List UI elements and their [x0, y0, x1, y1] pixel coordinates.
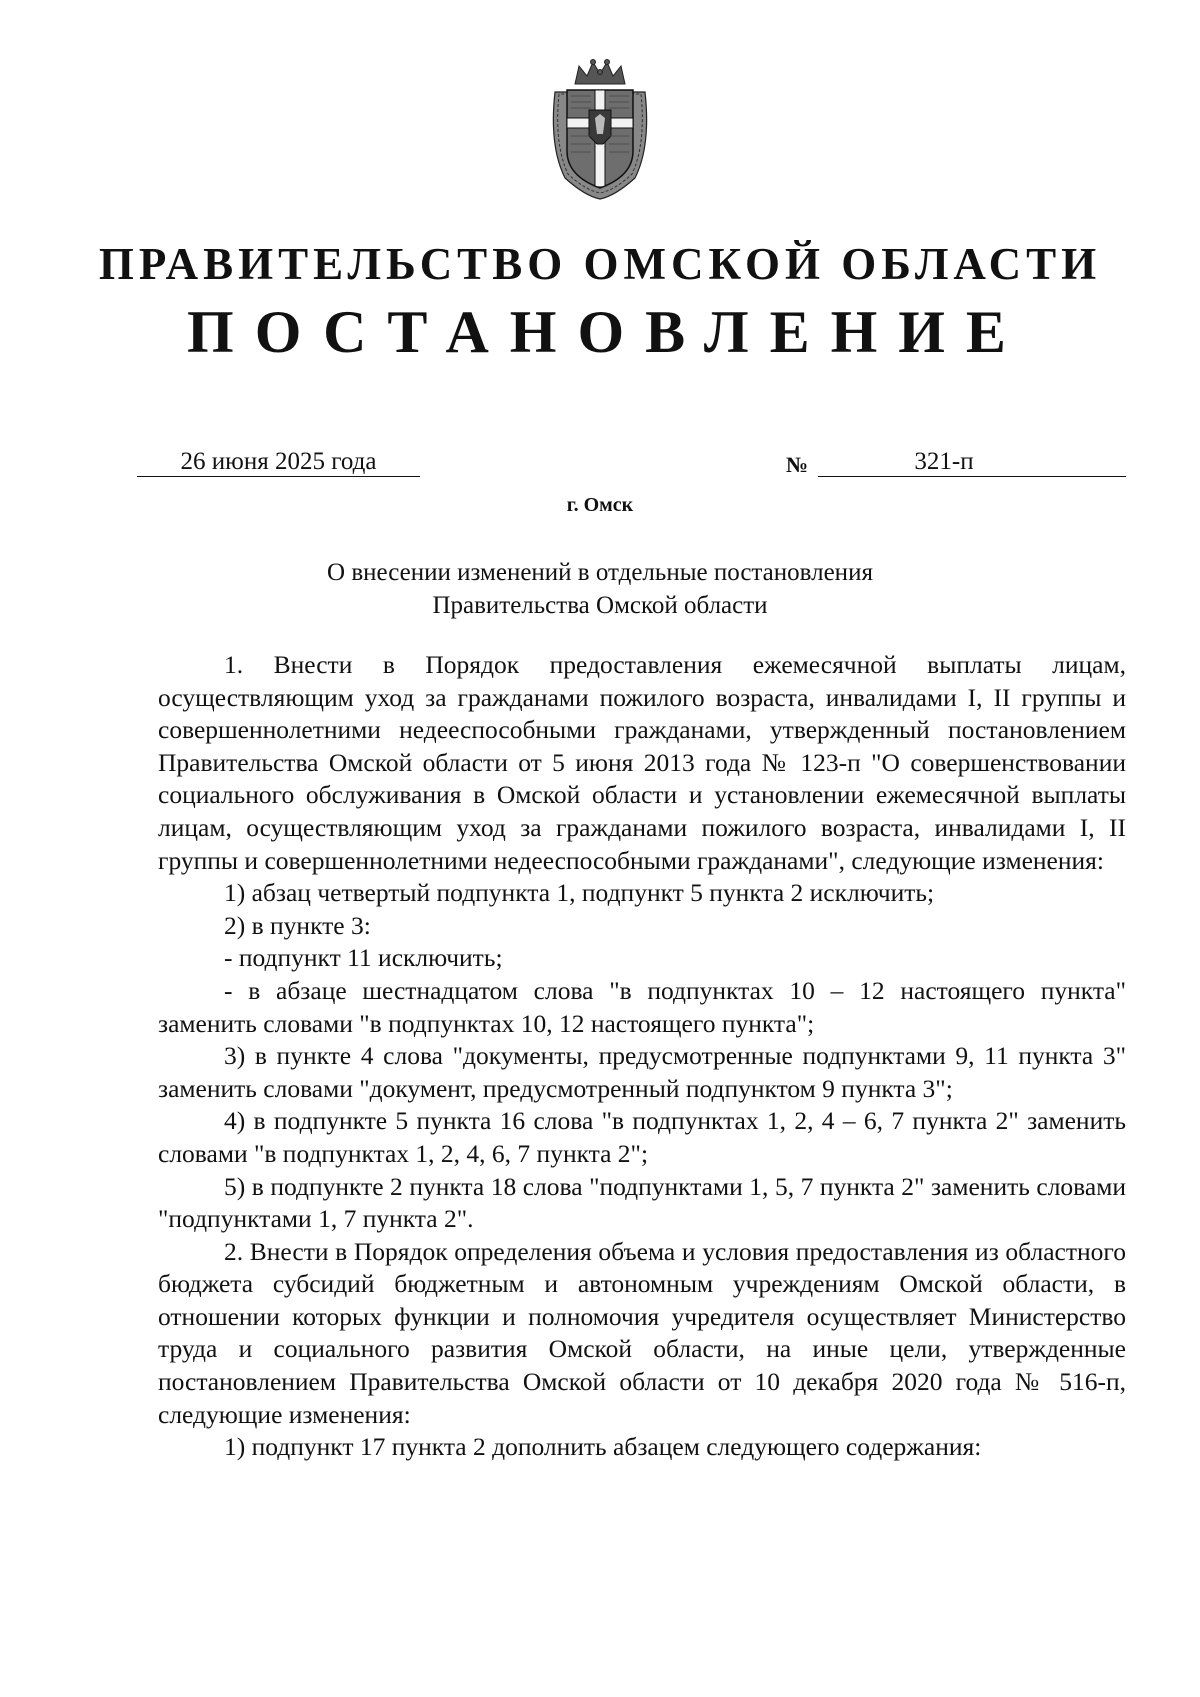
document-title: [200, 556, 1000, 622]
paragraph-10: 1) подпункт 17 пункта 2 дополнить абзацем следующего содержания:: [224, 1432, 982, 1462]
document-date: 26 июня 2025 года: [137, 448, 420, 477]
paragraph-6: 3) в пункте 4 слова "документы, предусмотренные подпунктами 9, 11 пункта 3" заменить словами "документ, предусмотренный подпунктом 9 пункта 3";: [158, 1041, 1126, 1103]
paragraph-1: 1. Внести в Порядок предоставления ежемесячной выплаты лицам, осуществляющим уход за гражданами пожилого возраста, инвалидами I, II группы и совершеннолетними недееспособными гражданами, утвержденный постановлением Правительства Омской области от 5 июня 2013 года № 123-п "О совершенствовании социального обслуживания в Омской области и установлении ежемесячной выплаты лицам, осуществляющим уход за гражданами пожилого возраста, инвалидами I, II группы и совершеннолетними недееспособными гражданами", следующие изменения:: [158, 650, 1126, 875]
title-line-2: Правительства Омской области: [432, 592, 768, 619]
paragraph-3: 2) в пункте 3:: [224, 910, 371, 940]
coat-of-arms-icon: [545, 56, 655, 201]
paragraph-5: - в абзаце шестнадцатом слова "в подпунктах 10 – 12 настоящего пункта" заменить словами "в подпунктах 10, 12 настоящего пункта";: [158, 975, 1126, 1038]
paragraph-2: 1) абзац четвертый подпункта 1, подпункт 5 пункта 2 исключить;: [224, 878, 935, 908]
title-line-1: О внесении изменений в отдельные постановления: [327, 559, 873, 586]
paragraph-4: - подпункт 11 исключить;: [224, 943, 503, 973]
issuing-authority: ПРАВИТЕЛЬСТВО ОМСКОЙ ОБЛАСТИ: [98, 239, 1102, 289]
city: г. Омск: [566, 494, 634, 516]
document-number: 321-п: [914, 448, 974, 475]
paragraph-8: 5) в подпункте 2 пункта 18 слова "подпунктами 1, 5, 7 пункта 2" заменить словами "подпунктами 1, 7 пункта 2".: [158, 1171, 1126, 1234]
document-body: [158, 649, 1126, 1464]
paragraph-9: 2. Внести в Порядок определения объема и условия предоставления из областного бюджета субсидий бюджетным и автономным учреждениям Омской области, в отношении которых функции и полномочия учредителя осуществляет Министерство труда и социального развития Омской области, на иные цели, утвержденные постановлением Правительства Омской области от 10 декабря 2020 года № 516-п, следующие изменения:: [158, 1236, 1126, 1429]
document-number-field: [818, 448, 1126, 477]
number-label: №: [786, 452, 809, 477]
paragraph-7: 4) в подпункте 5 пункта 16 слова "в подпунктах 1, 2, 4 – 6, 7 пункта 2" заменить словами "в подпунктах 1, 2, 4, 6, 7 пункта 2";: [158, 1106, 1126, 1168]
document-type: ПОСТАНОВЛЕНИЕ: [187, 299, 1027, 365]
